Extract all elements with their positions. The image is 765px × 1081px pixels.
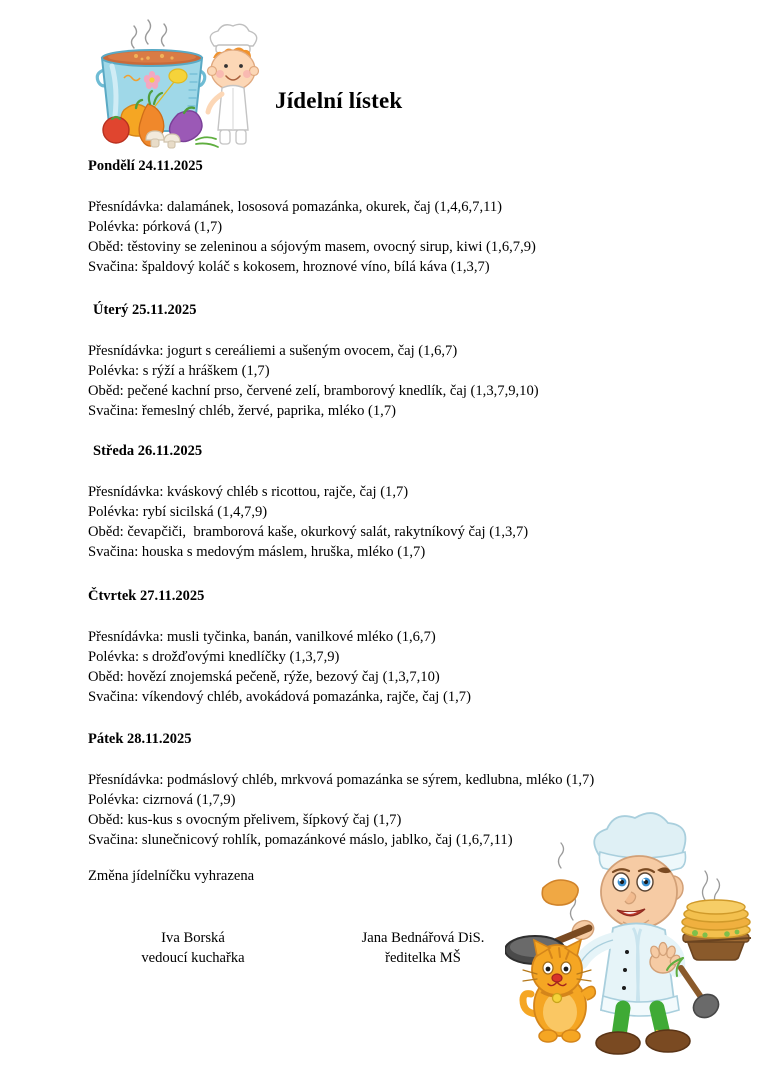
signature-left-name: Iva Borská [161,930,225,946]
day-heading: Úterý 25.11.2025 [93,302,197,318]
signature-right-name: Jana Bednářová DiS. [361,930,485,946]
day-heading: Pondělí 24.11.2025 [88,158,203,174]
meal-line: Oběd: hovězí znojemská pečeně, rýže, bezový čaj (1,3,7,10) [88,669,440,685]
meal-line: Oběd: pečené kachní prso, červené zelí, bramborový knedlík, čaj (1,3,7,9,10) [88,383,539,399]
meal-line: Polévka: cizrnová (1,7,9) [88,792,236,808]
signature-left-role: vedoucí kuchařka [141,950,245,966]
meal-line: Svačina: houska s medovým máslem, hruška, mléko (1,7) [88,544,426,560]
signature-right-role: ředitelka MŠ [385,950,461,966]
meal-line: Svačina: řemeslný chléb, žervé, paprika, mléko (1,7) [88,403,396,419]
meal-line: Polévka: rybí sicilská (1,4,7,9) [88,504,268,520]
meal-line: Polévka: s drožďovými knedlíčky (1,3,7,9) [88,649,340,665]
day-heading: Pátek 28.11.2025 [88,731,192,747]
signature-left [88,928,298,968]
meal-line: Oběd: čevapčiči, bramborová kaše, okurkový salát, rakytníkový čaj (1,3,7) [88,524,529,540]
disclaimer-text: Změna jídelníčku vyhrazena [88,868,255,884]
meal-line: Přesnídávka: dalamánek, lososová pomazánka, okurek, čaj (1,4,6,7,11) [88,199,503,215]
day-block [0,588,765,707]
day-heading: Čtvrtek 27.11.2025 [88,588,205,604]
meal-line: Přesnídávka: musli tyčinka, banán, vanilkové mléko (1,6,7) [88,629,436,645]
day-block [0,158,765,277]
meal-line: Polévka: s rýží a hráškem (1,7) [88,363,270,379]
meal-line: Přesnídávka: podmáslový chléb, mrkvová pomazánka se sýrem, kedlubna, mléko (1,7) [88,772,595,788]
meal-line: Oběd: kus-kus s ovocným přelivem, šípkový čaj (1,7) [88,812,402,828]
meal-list [88,341,765,421]
meal-line: Svačina: slunečnicový rohlík, pomazánkové máslo, jablko, čaj (1,6,7,11) [88,832,513,848]
day-block [0,302,765,421]
signature-block [88,928,548,968]
cooking-pot-illustration [86,18,262,150]
day-block [0,443,765,562]
meal-line: Přesnídávka: jogurt s cereáliemi a sušeným ovocem, čaj (1,6,7) [88,343,458,359]
meal-list [88,627,765,707]
chef-illustration [505,800,765,1055]
meal-line: Oběd: těstoviny se zeleninou a sójovým masem, ovocný sirup, kiwi (1,6,7,9) [88,239,536,255]
meal-line: Svačina: špaldový koláč s kokosem, hroznové víno, bílá káva (1,3,7) [88,259,490,275]
document-header [0,0,765,150]
meal-line: Svačina: víkendový chléb, avokádová pomazánka, rajče, čaj (1,7) [88,689,471,705]
page-title: Jídelní lístek [275,88,403,113]
meal-line: Polévka: pórková (1,7) [88,219,223,235]
meal-line: Přesnídávka: kváskový chléb s ricottou, rajče, čaj (1,7) [88,484,409,500]
day-heading: Středa 26.11.2025 [93,443,203,459]
meal-list [88,482,765,562]
meal-list [88,197,765,277]
